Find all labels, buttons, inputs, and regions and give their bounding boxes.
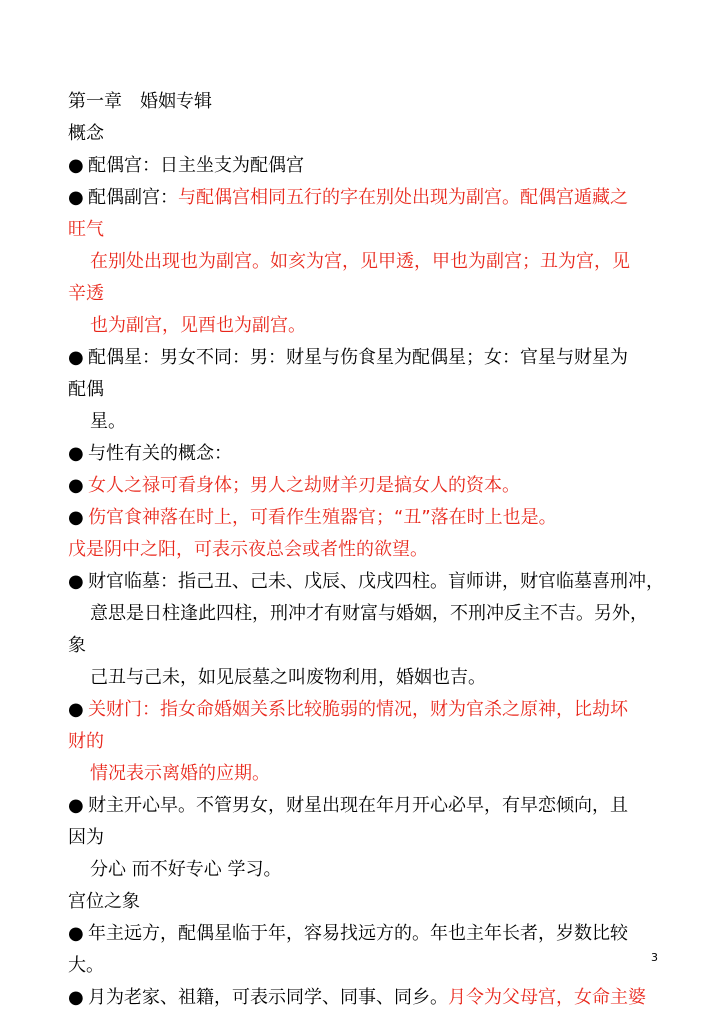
text-segment: 大。 [68,955,104,976]
document-body [68,118,668,1014]
text-segment: 己丑与己未，如见辰墓之叫废物利用，婚姻也吉。 [90,667,486,688]
text-line [68,982,668,1014]
page-number: 3 [651,951,658,964]
text-line [68,342,668,374]
text-segment: 财主开心早。不管男女，财星出现在年月开心必早，有早恋倾向，且 [88,795,628,816]
text-line [68,598,668,630]
text-line [68,502,668,534]
text-line [68,246,668,278]
text-segment: 关财门：指女命婚姻关系比较脆弱的情况，财为官杀之原神，比劫坏 [88,699,628,720]
text-line [68,758,668,790]
text-line [68,790,668,822]
text-line [68,438,668,470]
bullet-icon: ● [68,475,84,496]
text-segment: 在别处出现也为副宫。如亥为宫，见甲透，甲也为副宫；丑为宫，见 [90,251,630,272]
text-segment: 女人之禄可看身体；男人之劫财羊刃是搞女人的资本。 [88,475,520,496]
text-line [68,918,668,950]
text-segment: 概念 [68,123,104,144]
text-segment: 戊是阴中之阳，可表示夜总会或者性的欲望。 [68,539,428,560]
text-line [68,886,668,918]
text-line [68,406,668,438]
text-line [68,118,668,150]
text-line [68,470,668,502]
bullet-icon: ● [68,155,84,176]
text-segment: 情况表示离婚的应期。 [90,763,270,784]
text-line [68,182,668,214]
text-line [68,374,668,406]
text-line [68,854,668,886]
text-segment: 象 [68,635,86,656]
text-segment: 月令为父母宫，女命主婆 [448,987,646,1008]
text-segment: 与配偶宫相同五行的字在别处出现为副宫。配偶宫遁藏之 [178,187,628,208]
bullet-icon: ● [68,187,84,208]
text-segment: 旺气 [68,219,104,240]
text-line [68,662,668,694]
text-segment: 因为 [68,827,104,848]
text-line [68,950,668,982]
text-segment: 辛透 [68,283,104,304]
text-line [68,822,668,854]
bullet-icon: ● [68,443,84,464]
bullet-icon: ● [68,987,84,1008]
text-segment: 配偶宫：日主坐支为配偶宫 [88,155,304,176]
text-segment: 配偶星：男女不同：男：财星与伤食星为配偶星；女：官星与财星为 [88,347,628,368]
bullet-icon: ● [68,923,84,944]
text-line [68,310,668,342]
text-line [68,150,668,182]
text-segment: 意思是日柱逢此四柱，刑冲才有财富与婚姻，不刑冲反主不吉。另外， [90,603,648,624]
text-line [68,630,668,662]
bullet-icon: ● [68,571,84,592]
text-segment: 宫位之象 [68,891,140,912]
text-segment: 财的 [68,731,104,752]
bullet-icon: ● [68,507,84,528]
document-page [68,86,668,1014]
text-segment: 分心 而不好专心 学习。 [90,859,282,880]
text-line [68,214,668,246]
bullet-icon: ● [68,699,84,720]
bullet-icon: ● [68,347,84,368]
text-line [68,534,668,566]
text-segment: 星。 [90,411,126,432]
chapter-title: 第一章 婚姻专辑 [68,91,212,112]
text-segment: 年主远方，配偶星临于年，容易找远方的。年也主年长者，岁数比较 [88,923,628,944]
text-segment: 财官临墓：指己丑、己未、戊辰、戊戌四柱。盲师讲，财官临墓喜刑冲， [88,571,664,592]
text-segment: 伤官食神落在时上，可看作生殖器官；“丑”落在时上也是。 [88,507,557,528]
text-line [68,694,668,726]
text-line [68,278,668,310]
text-line [68,726,668,758]
text-line [68,566,668,598]
bullet-icon: ● [68,795,84,816]
text-segment: 月为老家、祖籍，可表示同学、同事、同乡。 [88,987,448,1008]
text-segment: 与性有关的概念： [88,443,232,464]
text-segment: 配偶副宫： [88,187,178,208]
text-segment: 配偶 [68,379,104,400]
text-segment: 也为副宫，见酉也为副宫。 [90,315,306,336]
